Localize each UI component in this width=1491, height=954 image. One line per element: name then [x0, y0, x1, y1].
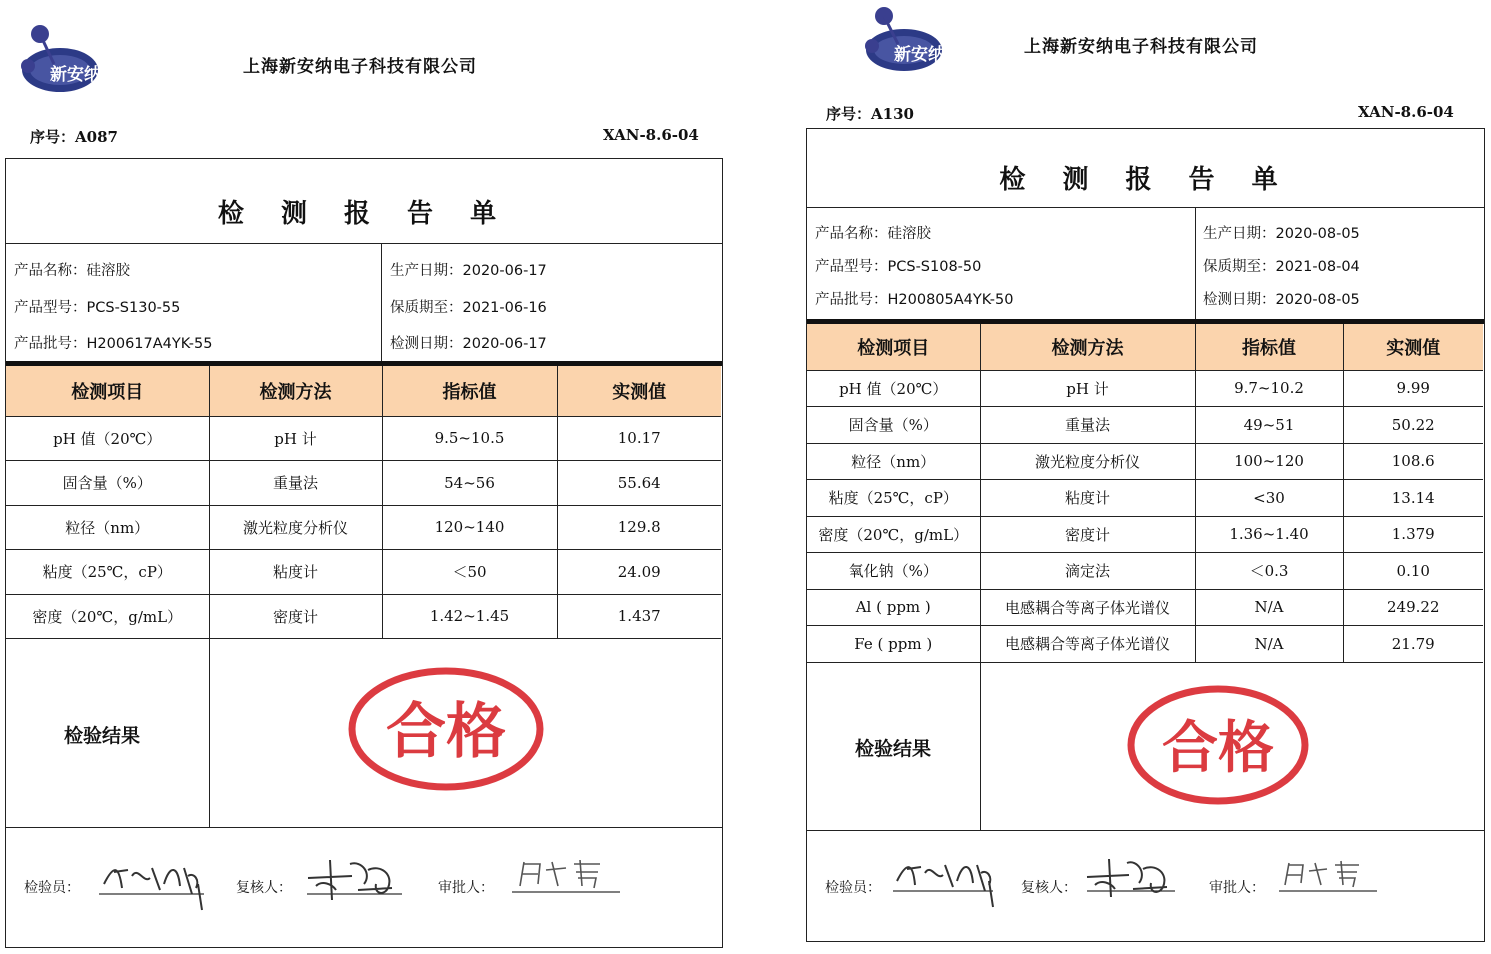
test-results-table: [807, 324, 1483, 663]
product-name: 产品名称：硅溶胶: [815, 226, 931, 242]
table-row: [6, 461, 721, 506]
cell-spec: 9.5~10.5: [382, 416, 557, 461]
cell-item: 粘度（25℃，cP）: [6, 550, 209, 595]
result-label: 检验结果: [64, 725, 141, 747]
report-title: 检 测 报 告 单: [217, 199, 511, 229]
test-date: 检测日期：2020-06-17: [390, 336, 547, 352]
production-date: 生产日期：2020-08-05: [1203, 226, 1360, 242]
col-header-item: 检测项目: [6, 366, 209, 416]
approver-label: 审批人：: [1209, 880, 1265, 896]
qualified-stamp: [346, 664, 546, 798]
table-row: [807, 480, 1483, 517]
col-header-spec: 指标值: [382, 366, 557, 416]
table-row: [6, 550, 721, 595]
cell-item: 固含量（%）: [6, 461, 209, 506]
reviewer-label: 复核人：: [236, 880, 292, 896]
cell-spec: N/A: [1195, 589, 1343, 626]
document-code: XAN-8.6-04: [1358, 103, 1454, 121]
table-row: [807, 553, 1483, 590]
serial-number: 序号：A130: [826, 105, 914, 123]
product-model: 产品型号：PCS-S130-55: [14, 300, 181, 316]
test-date: 检测日期：2020-08-05: [1203, 292, 1360, 308]
approver-label: 审批人：: [438, 880, 494, 896]
approver-signature: [1277, 857, 1379, 901]
cell-measured: 10.17: [557, 416, 721, 461]
table-row: [807, 370, 1483, 407]
inspector-label: 检验员：: [24, 880, 80, 896]
cell-spec: 100~120: [1195, 443, 1343, 480]
cell-spec: 9.7~10.2: [1195, 370, 1343, 407]
cell-spec: ＜50: [382, 550, 557, 595]
cell-item: Al ( ppm ): [807, 589, 980, 626]
cell-spec: 1.42~1.45: [382, 594, 557, 639]
cell-spec: 120~140: [382, 505, 557, 550]
cell-measured: 50.22: [1343, 407, 1483, 444]
cell-measured: 0.10: [1343, 553, 1483, 590]
cell-spec: ＜0.3: [1195, 553, 1343, 590]
cell-measured: 9.99: [1343, 370, 1483, 407]
cell-item: pH 值（20℃）: [807, 370, 980, 407]
product-batch: 产品批号：H200617A4YK-55: [14, 336, 213, 352]
inspector-signature: [94, 854, 214, 918]
logo-char-1: 新安纳: [50, 65, 101, 85]
cell-method: 重量法: [980, 407, 1195, 444]
expiry-date: 保质期至：2021-06-16: [390, 300, 547, 316]
table-row: [6, 505, 721, 550]
col-header-method: 检测方法: [209, 366, 382, 416]
cell-measured: 13.14: [1343, 480, 1483, 517]
product-model: 产品型号：PCS-S108-50: [815, 259, 982, 275]
table-row: [807, 407, 1483, 444]
table-row: [807, 443, 1483, 480]
qualified-stamp: [1125, 682, 1311, 812]
col-header-measured: 实测值: [1343, 324, 1483, 370]
cell-method: 激光粒度分析仪: [209, 505, 382, 550]
cell-measured: 21.79: [1343, 626, 1483, 663]
report-frame: [5, 158, 723, 948]
company-logo: [14, 20, 144, 95]
cell-spec: <30: [1195, 480, 1343, 517]
document-code: XAN-8.6-04: [603, 126, 699, 144]
cell-measured: 129.8: [557, 505, 721, 550]
test-results-table: [6, 366, 721, 639]
production-date: 生产日期：2020-06-17: [390, 263, 547, 279]
cell-method: 密度计: [980, 516, 1195, 553]
col-header-method: 检测方法: [980, 324, 1195, 370]
company-name: 上海新安纳电子科技有限公司: [1024, 37, 1258, 57]
cell-item: 固含量（%）: [807, 407, 980, 444]
inspector-signature: [889, 853, 1001, 915]
cell-measured: 249.22: [1343, 589, 1483, 626]
cell-item: 密度（20℃，g/mL）: [807, 516, 980, 553]
cell-method: 滴定法: [980, 553, 1195, 590]
cell-method: pH 计: [980, 370, 1195, 407]
cell-item: pH 值（20℃）: [6, 416, 209, 461]
cell-spec: 1.36~1.40: [1195, 516, 1343, 553]
table-row: [6, 416, 721, 461]
cell-measured: 1.437: [557, 594, 721, 639]
cell-method: 电感耦合等离子体光谱仪: [980, 589, 1195, 626]
cell-measured: 108.6: [1343, 443, 1483, 480]
cell-item: 粒径（nm）: [6, 505, 209, 550]
report-frame: [806, 128, 1485, 942]
table-row: [807, 589, 1483, 626]
cell-item: 粒径（nm）: [807, 443, 980, 480]
table-row: [807, 626, 1483, 663]
logo-char-1: 新安纳: [894, 45, 945, 65]
cell-method: 粘度计: [209, 550, 382, 595]
cell-spec: 49~51: [1195, 407, 1343, 444]
expiry-date: 保质期至：2021-08-04: [1203, 259, 1360, 275]
cell-measured: 1.379: [1343, 516, 1483, 553]
table-row: [6, 594, 721, 639]
cell-spec: N/A: [1195, 626, 1343, 663]
company-name: 上海新安纳电子科技有限公司: [243, 57, 477, 77]
cell-item: Fe ( ppm ): [807, 626, 980, 663]
stamp-text: 合格: [1162, 716, 1274, 781]
cell-method: 电感耦合等离子体光谱仪: [980, 626, 1195, 663]
cell-method: pH 计: [209, 416, 382, 461]
cell-item: 氧化钠（%）: [807, 553, 980, 590]
table-row: [807, 516, 1483, 553]
approver-signature: [510, 854, 622, 902]
product-name: 产品名称：硅溶胶: [14, 263, 130, 279]
cell-spec: 54~56: [382, 461, 557, 506]
col-header-measured: 实测值: [557, 366, 721, 416]
cell-method: 密度计: [209, 594, 382, 639]
stamp-text: 合格: [386, 697, 506, 767]
col-header-spec: 指标值: [1195, 324, 1343, 370]
report-title: 检 测 报 告 单: [999, 165, 1292, 195]
product-batch: 产品批号：H200805A4YK-50: [815, 292, 1014, 308]
company-logo: [858, 4, 988, 74]
serial-number: 序号：A087: [30, 128, 118, 146]
cell-item: 密度（20℃，g/mL）: [6, 594, 209, 639]
result-label: 检验结果: [855, 738, 932, 760]
reviewer-label: 复核人：: [1021, 880, 1077, 896]
cell-item: 粘度（25℃，cP）: [807, 480, 980, 517]
cell-method: 激光粒度分析仪: [980, 443, 1195, 480]
cell-method: 重量法: [209, 461, 382, 506]
cell-method: 粘度计: [980, 480, 1195, 517]
inspector-label: 检验员：: [825, 880, 881, 896]
cell-measured: 24.09: [557, 550, 721, 595]
cell-measured: 55.64: [557, 461, 721, 506]
col-header-item: 检测项目: [807, 324, 980, 370]
reviewer-signature: [302, 854, 412, 910]
reviewer-signature: [1083, 855, 1179, 907]
